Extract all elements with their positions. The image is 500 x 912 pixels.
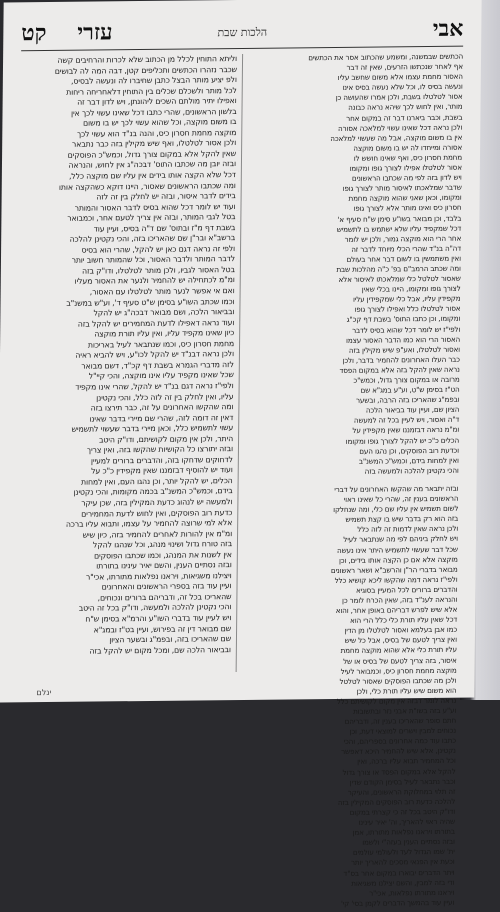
text-line: ודו"ק היטב בכל זה כי קצרתי במקום: [349, 806, 456, 817]
text-line: ולכן נראה דבנ"ד יש להקל לכו"ע, ויש להביא ראיה: [75, 349, 235, 361]
text-line: ועוד נראה דאפילו לדעת המחמירים יש להקל בזה: [77, 317, 235, 329]
text-line: מחמת חסרון כיס, ואף שאינו חושש לו: [353, 152, 463, 163]
text-line: נראה שאין להקל בזה אלא במקום הפסד: [339, 364, 460, 375]
text-line: ויצילנו משגיאות, ויראנו נפלאות מתורתו, אכי"ר: [85, 570, 232, 582]
text-line: אסור לטלטלו כלל ואפילו לצורך גופו: [354, 304, 461, 315]
text-line: הט"ז בסימן ש"ט, וע"ע במג"א שם: [360, 384, 460, 395]
text-line: ויתר הדברים יבוארו במקום אחר בס"ד: [343, 867, 455, 878]
column-divider: [236, 54, 243, 672]
text-line: זה תלוי במחלוקת הראשונים, והעיקר: [347, 786, 456, 797]
text-line: ולכן מה שכתבו הפוסקים שאסור לטלטל: [339, 675, 457, 686]
text-line: לדחוקים שדחקו בזה, והדברים ברורים למעיין: [90, 454, 233, 466]
text-line: ולכן נראה דכל שאינו עשוי למלאכה אסורה: [338, 122, 463, 133]
text-line: ולפי"ז נראה דמה שהקשו ליכא קושיא כלל: [334, 574, 458, 585]
text-line: מוקצה מחמת חסרון כיס, והנה בנ"ד הוא עשוי לכך: [76, 127, 237, 139]
text-line: והדברים ברורים לכל המעיין בסוגיא: [355, 584, 458, 595]
catchword: ינלם: [36, 687, 52, 698]
text-line: ואם אי אפשר לנער מותר לטלטלו עם האסור,: [89, 286, 235, 297]
text-line: וכמו שכתב השו"ע בסימן ש"ט סעיף ד', וע"ש במשנ"ב: [66, 296, 235, 308]
text-line: ועוד יש להוסיף דבזמננו שאין מקפידין כ"כ על: [91, 465, 233, 476]
text-line: שם מבואר דין זה בפירוש, ועיין בט"ז ובמג"א: [93, 623, 232, 635]
text-line: ברשב"א ובר"ן שם שהאריכו בזה, והכי נקטינן להלכה: [69, 233, 236, 245]
text-line: ובביאור הלכה, ושם מבואר דבכה"ג יש להקל: [93, 307, 235, 318]
text-line: דכל שאין עליו תורת כלי כלל הרי הוא: [350, 614, 458, 626]
text-line: שכל דבר שעשוי לתשמיש היתר אינו נעשה: [337, 544, 458, 555]
text-line: ועיין עוד בהמשך הדברים לקמן בסי' קי': [340, 897, 455, 908]
text-line: וכעת אין הפנאי מסכים להאריך יותר: [350, 857, 455, 868]
text-line: כתבו עוד כמה אחרונים בספריהם, והכי: [343, 736, 456, 747]
text-line: ואפילו יתיר מולתם השכים ליהונתן, ויש לדון דבר זה: [77, 96, 237, 107]
text-line: עליו תורת כלי אלא שהוא מוקצה מחמת: [340, 645, 457, 656]
text-line: בידים לדבר איסור, ובזה יש לחלק בין זה לזה: [96, 191, 236, 202]
text-line: אין בו משום מוקצה, אבל מה שעשוי למלאכה: [330, 132, 463, 143]
text-line: בידם, וכמש"כ המשנ"ב בכמה מקומות, והכי נקטינן: [73, 486, 233, 498]
text-line: מוקצה אלא אם כן הקצה אותו בידים, וכן: [338, 554, 458, 565]
right-column-top-section: [261, 52, 463, 478]
text-line: ובזה נסתיים הענין בעזה"י ולשמו: [362, 836, 455, 847]
text-line: ומה שכתב הרמב"ם בפ' כ"ה מהלכות שבת: [336, 263, 461, 274]
text-line: נקטינן, אלא שיש להחמיר היכא דאפשר: [341, 746, 456, 757]
text-line: שהאריכו בכל זה, ודבריהם ברורים ונכוחים,: [97, 591, 232, 603]
right-text-column: [259, 51, 464, 908]
text-line: נכוחים למבין וישרים למוצאי דעת, וכן: [349, 725, 457, 737]
text-line: ולכן אסור לטלטלו, ואף שיש מקילין בזה כבר נתבאר: [71, 138, 237, 150]
text-line: דה"ה בנ"ד שהרי הכלי מיוחד לדבר זה: [351, 243, 462, 254]
text-line: אלא למי שרוצה להחמיר על עצמו, ותבוא עליו ברכה: [65, 518, 233, 529]
text-line: הראשונים בענין זה, שהרי כל שאינו ראוי: [343, 493, 459, 504]
text-line: ולמעשה יש לנהוג כדעת המקילין בזה, שכן עיקר: [81, 497, 233, 508]
text-line: דאין זה דומה לזה, שהרי שם מיירי בדבר שאינו: [89, 412, 234, 424]
text-line: ולכן נראה שאין לדמות זה לזה כלל: [357, 524, 459, 535]
text-line: איסור, בזה צריך לטעם של בסיס או של: [343, 655, 457, 666]
text-line: אף לאחר שנכתשו הזרעים, שאין זה דבר: [346, 61, 463, 72]
text-line: בו משום מוקצה, וכל שהוא עשוי לכך יש בו משום: [82, 117, 237, 128]
text-line: ולפ יציע מותר הבצל כתבן שחיברו לה ונעשה לבסיס,: [71, 75, 237, 86]
text-line: ואין למחות בידם, וכמש"כ המשנ"ב: [358, 455, 459, 466]
left-column-body: [21, 54, 237, 657]
text-line: ואסור לטלטלו, ואע"פ שיש מקילין בזה: [348, 344, 461, 355]
text-line: מוקצה מחמת חסרון כיס, וכמבואר לעיל: [340, 665, 457, 676]
running-title-right: אבי: [432, 15, 464, 42]
left-text-column: [21, 54, 237, 676]
text-line: אלא שיש לפרש דבריהם באופן אחר, והוא: [335, 604, 458, 616]
text-line: ולפי"ז יש לומר דכל שהוא בסיס לדבר: [352, 324, 461, 335]
text-line: ובפמ"ג שהאריכו בזה הרבה, ובשער: [355, 394, 460, 405]
text-line: אין לשנות את המנהג, וכמו שכתבו הפוסקים: [93, 549, 232, 561]
text-line: וע"ע בזה בשו"ת אבני נזר ובתשובות: [353, 705, 457, 716]
text-line: וכל המחמיר תבוא עליו ברכה, ואין: [357, 756, 456, 767]
right-column-bottom-section: [256, 484, 458, 910]
text-line: בשבת, וכבר ביארנו דבר זה במקום אחר: [346, 112, 463, 123]
text-line: אסור לטלטלו בשבת, ולכן אמרו שהעושה כן: [335, 92, 463, 103]
text-line: אסור לטלטלו אפילו לצורך גופו ומקומו: [349, 162, 462, 173]
text-line: והנראה לענ"ד בזה, שאין הכרח לומר כן: [341, 594, 458, 605]
text-line: דכל שמקפיד עליו שלא ישתמש בו לתשמיש: [336, 223, 462, 234]
text-line: שאין להקל אלא במקום צורך גדול, וכמש"כ הפוסקים: [67, 148, 237, 160]
text-line: בתורתו ויראנו נפלאות מתורתו, אמן: [352, 826, 455, 837]
text-line: ומקומו, וכאן שאני שהוא מוקצה מחמת: [348, 192, 462, 204]
text-line: הכלים, יש להקל יותר, וכן נהגו העם, ואין למחות: [81, 475, 233, 487]
text-line: ומ"מ לכתחילה יש להחמיר ולנער את האסור מעליו: [74, 275, 235, 287]
text-line: לשום תשמיש אין עליו שם כלי, ומה שנחלקו: [333, 503, 459, 515]
text-line: בטל לגבי המותר, ובזה אין צריך לטעם אחר, וכמבואר: [67, 212, 236, 223]
text-line: לצורך גופו ומקומו, היינו בכלי שאין: [361, 283, 461, 294]
text-line: ד"ה ואסור, ויש לעיין בכל זה למעשה: [353, 415, 460, 426]
text-line: שכל שאינו מקפיד עליו אינו מוקצה, והכי קיי"ל: [88, 370, 234, 381]
page-number: קט: [21, 19, 47, 47]
text-line: הציון שם, ועיין עוד בביאור הלכה: [365, 404, 460, 415]
text-line: להקל אלא במקום הפסד או צורך גדול: [342, 766, 456, 777]
text-line: ובביאור הלכה שם, ומכל מקום יש להקל בזה: [89, 644, 231, 656]
text-line: מותר, ואין לחוש לכך שיהא נראה כבונה: [348, 102, 463, 113]
text-line: מבואר בדברי הר"ן והרשב"א ושאר ראשונים: [330, 564, 458, 575]
text-line: ולפי זה נראה דגם כאן יש להקל, שהרי הוא בסיס: [81, 243, 236, 255]
text-line: האסור מחמת עצמו אלא משום שחשב עליו: [337, 71, 463, 83]
text-line: כמו אבן בעלמא ואסור לטלטלו מן הדין: [344, 624, 458, 636]
text-line: שכבר נזהרו הכתשים ותכליפים קטן, דבה המה לה לבושים: [54, 64, 237, 76]
text-line: ולפי"ז נראה דגם בנ"ד יש להקל, שהרי אינו מקפיד: [75, 381, 234, 392]
text-line: בטל האסור לגביו, ולכן מותר לטלטלו, ודו"ק בזה: [81, 264, 235, 276]
text-line: להלכה כדעת רוב הפוסקים המקילין בזה: [337, 796, 456, 807]
text-line: לכל מותר ולשכלם שכלים בין התוחין דלאחריחה ריחות: [66, 85, 237, 97]
text-line: עליו, ואין לחלק בין זה לזה כלל, והכי נקטינן: [96, 391, 234, 402]
text-line: האסור הרי הוא כמו הדבר האסור עצמו: [346, 334, 461, 345]
text-line: ויש לעיין עוד בדברי השו"ע והרמ"א בסימן ש"ח: [85, 613, 232, 624]
text-line: דכל שלא הקצה אותו בידים אין עליו שם מוקצה כלל,: [68, 170, 236, 181]
text-line: שאסור לטלטל כלי שמלאכתו לאיסור אלא: [338, 273, 461, 285]
text-line: וליתא התוחין לכלל מן הכתוב שלא לכרות והרחיבים קשה: [57, 54, 238, 65]
text-line: ודי בזה למבין, והשם יצילנו משגיאות: [351, 877, 455, 888]
text-line: ויש לדון בזה לפי מה שכתבו הראשונים: [351, 172, 462, 183]
text-line: ובזה יתבאר מה שהקשו האחרונים על דברי: [334, 483, 459, 494]
text-line: כדעת רוב הפוסקים, ואין לחוש לדעת המחמירים: [81, 507, 233, 519]
text-line: שהיה ראוי להאריך, וה' יאיר עינינו: [358, 816, 456, 827]
running-title-left: עזרי: [77, 19, 113, 46]
text-line: והכי נקטינן להלכה ולמעשה, ודו"ק בכל זה היטב: [78, 602, 232, 614]
text-line: בלשון הראשונים, שהרי כתבו דכל שאינו עשוי לכך אין: [70, 106, 237, 118]
text-line: שם שהאריכו בזה, ובפמ"ג ובשער הציון: [109, 634, 232, 645]
text-line: ומה שהקשו האחרונים על זה, כבר תירצו בזה: [90, 402, 234, 413]
text-line: חתם סופר שהאריכו בענין זה, ודבריהם: [344, 715, 457, 727]
text-line: בזה הוא רק בדבר שיש בו קצת תשמיש: [345, 513, 459, 525]
text-line: ונעשה בסיס לו, וכל שלא נעשה בסיס אינו: [342, 81, 463, 93]
text-line: ואין משתמשין בו לשום דבר אחר בעולם: [346, 253, 461, 264]
text-line: ויראנו מתורתו נפלאות, אכי"ר: [369, 887, 455, 898]
text-line: שדבר שמלאכתו לאיסור מותר לצורך גופו: [342, 182, 462, 194]
text-line: בזה טורח גדול ושינוי מנהג, וכל שנהגו להקל: [92, 539, 233, 550]
text-line: מרובה או במקום צורך גדול, וכמש"כ: [353, 374, 460, 385]
text-line: ומ"מ אין להורות לאחרים להחמיר בזה, כיון שיש: [82, 528, 233, 540]
text-line: אחר הרי הוא מוקצה גמור, ולכן יש לומר: [344, 233, 462, 244]
page-header: [21, 12, 463, 52]
text-line: עשוי לתשמיש כלל, וכאן מיירי בדבר שעשוי לתשמיש: [71, 423, 234, 434]
text-line: וכבר נתבאר לעיל בסימן הקודם שדין: [349, 776, 456, 787]
text-line: אסורה ומייחדו לה יש בו משום מוקצה: [353, 142, 463, 153]
text-line: ועוד יש לומר דכל שהוא בסיס לדבר האסור והמותר: [74, 201, 236, 213]
text-line: והכי נקטינן להלכה ולמעשה בזה: [364, 465, 459, 476]
text-line: כבר העלו האחרונים להחמיר בדבר, ולכן: [342, 354, 460, 365]
text-line: הכתשים שבמשנה, ומשמע שהכתוב אסר את הכתשים: [308, 51, 464, 63]
text-line: ובזה נסתיים הענין, והשם יאיר עינינו בתורתו: [96, 560, 232, 571]
text-line: ואין צריך לטעם של בסיס, אבל כל שיש: [344, 635, 457, 646]
text-line: הוא משום שיש עליו תורת כלי, ולכן: [356, 685, 457, 696]
text-line: לזה מדברי הגמרא בשבת דף קכ"ד, דשם מבואר: [81, 359, 234, 371]
text-line: ובזה יתורצו כל הקושיות שהקשו בזה, ואין צריך: [86, 444, 234, 455]
text-line: ועיין עוד בזה בספרי הראשונים והאחרונים: [101, 581, 232, 592]
text-line: ובזה יובן מה שכתבו התוס' דבכה"ג אין לחוש, והנראה: [68, 159, 236, 171]
text-line: בשבת דף מ"ז ובתוס' שם ד"ה בסיס, ועיין עוד: [93, 222, 236, 234]
text-line: ומקומו, וכן כתבו התוס' בשבת דף קכ"ג: [346, 314, 461, 325]
text-line: חסרון כיס ואינו מותר אלא לצורך גופו: [353, 203, 462, 214]
text-line: היתר, ולכן אין מקום לקושיתם, ודו"ק היטב: [99, 433, 234, 445]
text-line: נראה לומר דבזה אין מקום לקושיתם כלל: [336, 695, 457, 706]
text-line: ויש לחלק ביניהם לפי מה שנתבאר לעיל: [343, 534, 459, 545]
text-line: בלבד, וכן מבואר בשו"ע סימן ש"ח סעיף א': [337, 213, 462, 224]
text-line: הכלים כ"כ יש להקל לצורך גופו ומקומו: [345, 435, 460, 446]
text-line: וכדעת רוב הפוסקים, וכן נהגו העם: [359, 445, 459, 456]
text-line: ומ"מ נראה דבזמננו שאין מקפידין על: [352, 425, 460, 436]
text-line: ומה שכתבו הראשונים שאסור, היינו דוקא כשהקצה אותו: [58, 180, 236, 192]
text-line: כיון שאינו מקפיד עליו, ואין עליו תורת מוקצה: [94, 328, 235, 339]
text-line: ית' שמו הגדול לעד ולעולמי עולמים: [352, 847, 455, 858]
running-title-center: הלכות שבת: [217, 25, 268, 40]
text-line: לדבר המותר ולדבר האסור, וכל שהמותר חשוב יותר: [71, 254, 236, 266]
text-line: מחמת חסרון כיס, וכמו שנתבאר לעיל באריכות: [87, 338, 235, 350]
text-line: מקפידין עליו, אבל כלי שמקפידין עליו: [352, 293, 461, 305]
